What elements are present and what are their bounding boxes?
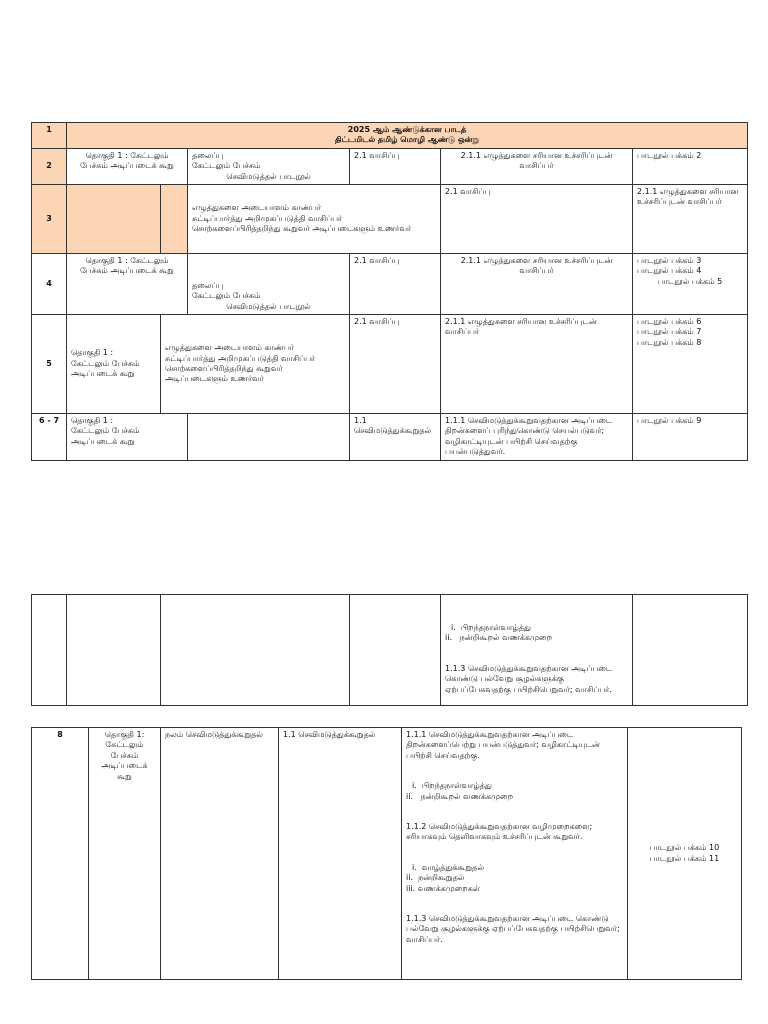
list-text: நன்றிகூறுதல் <box>418 873 465 883</box>
unit-line: அடிப்படைக் கூறு <box>71 436 135 446</box>
topic-line: செவிமடுத்தல் பாடநூல் <box>226 171 311 181</box>
list-item <box>406 863 623 873</box>
list-marker: i. <box>412 862 417 872</box>
page-ref: பாடநூல் பக்கம் 6 <box>637 316 702 326</box>
title-line-1: 2025 ஆம் ஆண்டுக்கான பாடத் <box>347 125 467 134</box>
unit-line: தொகுதி 1 : <box>71 415 114 425</box>
table-row <box>32 595 748 706</box>
list-text: பிறந்தநாள்வாழ்த்து <box>421 781 492 791</box>
title-line-2: திட்டமிடல் தமிழ் மொழி ஆண்டு ஒன்று <box>334 135 480 145</box>
row-number: 8 <box>32 728 89 980</box>
list-marker: ii. <box>406 873 413 883</box>
textbook-page-cell: பாடநூல் பக்கம் 9 <box>633 413 748 460</box>
table-row <box>32 148 748 184</box>
row-number: 2 <box>32 148 67 184</box>
topic-cell: நலம் செவிமடுத்துக்கூறுதல் <box>161 728 279 980</box>
standard-line: 1.1 <box>354 415 367 425</box>
topic-line: சுட்டிப்பார்த்து அறிமுகப்படுத்தி வாசிப்பர் <box>165 353 316 363</box>
topic-line: கேட்டலும் பேச்சும் <box>192 291 261 301</box>
textbook-page-cell: பாடநூல் பக்கம் 2 <box>633 148 748 184</box>
row-number: 5 <box>32 314 67 413</box>
row-number: 4 <box>32 253 67 314</box>
table-row <box>32 413 748 460</box>
table-row <box>32 253 748 314</box>
lesson-plan-table-3 <box>31 727 742 980</box>
list-text: நன்றிகூறல் வணக்கமுறை <box>420 791 514 801</box>
page-ref: பாடநூல் பக்கம் 11 <box>649 853 720 863</box>
learning-standard-text: 1.1.1 செவிமடுத்துக்கூறுவதற்கான அடிப்படை திறன்களைப்பெற்று பயன்படுத்துவர்; வழிகாட்டியுடன் பயிற்சி செய்வதற்கு. <box>406 730 600 760</box>
topic-label: தலைப்பு <box>192 150 224 160</box>
table-title <box>67 123 748 149</box>
empty-cell <box>188 413 350 460</box>
standard-cell: 2.1 வாசிப்பு <box>350 314 441 413</box>
list-item <box>445 633 628 643</box>
standard-cell: 1.1 செவிமடுத்துக்கூறுதல் <box>279 728 402 980</box>
empty-cell <box>32 595 67 706</box>
standard-line: செவிமடுத்துக்கூறுதல் <box>354 426 432 436</box>
page-ref: பாடநூல் பக்கம் 3 <box>637 255 702 265</box>
topic-line: சுட்டிப்பார்த்து அறிமுகப்படுத்தி வாசிப்பர் <box>192 213 343 223</box>
topic-cell <box>161 314 350 413</box>
topic-line: கேட்டலும் பேச்சும் <box>192 161 261 171</box>
page-ref: பாடநூல் பக்கம் 10 <box>649 843 720 853</box>
textbook-page-cell <box>628 728 742 980</box>
table-row <box>32 728 742 980</box>
topic-cell <box>188 253 350 314</box>
topic-line: சொற்களைப்பிரித்தறிந்து கூறுவர் அடிப்படைகளும் உணர்வர் <box>192 224 412 234</box>
row-number: 6 - 7 <box>32 413 67 460</box>
standard-cell: 2.1 வாசிப்பு <box>350 253 441 314</box>
list-marker: i. <box>451 623 456 632</box>
row-number: 3 <box>32 184 67 253</box>
learning-standard-text: 1.1.3 செவிமடுத்துக்கூறுவதற்கான அடிப்படை கொண்டு பல்வேறு சூழல்களுக்கு ஏற்பப்பேசுவதற்கு பயிற்சிபெறுவர்; வாசிப்பர். <box>406 913 620 944</box>
list-text: நன்றிகூறல் வணக்கமுறை <box>459 633 553 643</box>
learning-standard-cell: 2.1.1 எழுத்துகளை சரியான உச்சரிப்புடன் வாசிப்பர் <box>441 314 633 413</box>
list-item <box>406 792 623 802</box>
table-row <box>32 123 748 149</box>
lesson-plan-table-1 <box>31 122 748 461</box>
learning-standard-cell: 1.1.1 செவிமடுத்துக்கூறுவதற்கான அடிப்படை திறன்களைப் புரிந்துகொண்டு செயல்படுவர்; வழிகாட்டியுடன் பயிற்சி செய்வதற்கு பயன்படுத்துவர். <box>441 413 633 460</box>
list-text: பிறந்தநாள்வாழ்த்து <box>460 623 531 632</box>
unit-cell: தொகுதி 1 : கேட்டலும் பேச்சும் அடிப்படைக் கூறு <box>67 253 188 314</box>
unit-line: கேட்டலும் பேச்சும் <box>71 426 140 436</box>
learning-standard-cell: 2.1.1 எழுத்துகளை சரியான உச்சரிப்புடன் வாசிப்பர் <box>441 148 633 184</box>
standard-cell: 2.1 வாசிப்பு <box>441 184 633 253</box>
list-item <box>445 623 628 633</box>
list-item <box>406 781 623 791</box>
learning-standard-cell <box>402 728 628 980</box>
unit-cell <box>67 314 161 413</box>
list-marker: iii. <box>406 883 416 893</box>
learning-standard-cell: 2.1.1 எழுத்துகளை சரியான உச்சரிப்புடன் வாசிப்பர் <box>633 184 748 253</box>
unit-line: அடிப்படைக் கூறு <box>71 369 135 379</box>
page-ref: பாடநூல் பக்கம் 7 <box>637 327 702 337</box>
page-ref: பாடநூல் பக்கம் 4 <box>637 266 702 276</box>
list-item <box>406 884 623 894</box>
list-text: வணக்கமுறைகள் <box>417 883 481 893</box>
learning-standard-cell: 2.1.1 எழுத்துகளை சரியான உச்சரிப்புடன் வாசிப்பர் <box>441 253 633 314</box>
topic-line: செவிமடுத்தல் பாடநூல் <box>226 301 311 311</box>
empty-cell <box>633 595 748 706</box>
list-item <box>406 873 623 883</box>
empty-cell <box>67 595 161 706</box>
unit-cell: தொகுதி 1: கேட்டலும் பேச்சும் அடிப்படைக் கூறு <box>89 728 161 980</box>
lesson-plan-table-2 <box>31 594 748 706</box>
topic-label: தலைப்பு <box>192 280 224 290</box>
learning-standard-text: 1.1.2 செவிமடுத்துக்கூறுவதற்கான வழிமுறைகளை; சரியாகவும் தெளிவாகவும் உச்சரிப்புடன் கூறுவர். <box>406 821 593 842</box>
textbook-page-cell <box>633 314 748 413</box>
unit-line: தொகுதி 1 : <box>71 348 114 358</box>
topic-line: சொற்களைப்பிரித்தறிந்து கூறுவர் அடிப்படைகளும் உணர்வர் <box>165 363 283 384</box>
page-ref: பாடநூல் பக்கம் 5 <box>657 276 723 286</box>
textbook-page-cell <box>633 253 748 314</box>
table-row <box>32 314 748 413</box>
page-ref: பாடநூல் பக்கம் 8 <box>637 337 702 347</box>
topic-cell <box>188 184 441 253</box>
list-marker: ii. <box>445 633 452 643</box>
list-marker: i. <box>412 781 417 791</box>
learning-standard-cell <box>441 595 633 706</box>
topic-line: எழுத்துகளை அடையாளம் காண்பர் <box>192 203 322 213</box>
empty-cell <box>161 184 188 253</box>
empty-cell <box>350 595 441 706</box>
list-text: வாழ்த்துக்கூறுதல் <box>421 862 484 872</box>
topic-line: எழுத்துகளை அடையாளம் காண்பர் <box>165 343 295 353</box>
row-number: 1 <box>32 123 67 149</box>
unit-line: கேட்டலும் பேச்சும் <box>71 358 140 368</box>
learning-standard-text: 1.1.3 செவிமடுத்துக்கூறுவதற்கான அடிப்படை கொண்டு பல்வேறு சூழல்களுக்கு ஏற்பப்பேசுவதற்கு பயிற்சிபெறுவர்; வாசிப்பர். <box>445 663 613 694</box>
unit-cell <box>67 413 188 460</box>
empty-cell <box>161 595 350 706</box>
standard-cell <box>350 413 441 460</box>
list-marker: ii. <box>406 791 413 801</box>
table-row <box>32 184 748 253</box>
standard-cell: 2.1 வாசிப்பு <box>350 148 441 184</box>
unit-cell: தொகுதி 1 : கேட்டலும் பேச்சும் அடிப்படைக் கூறு <box>67 148 188 184</box>
topic-cell <box>188 148 350 184</box>
empty-cell <box>67 184 161 253</box>
